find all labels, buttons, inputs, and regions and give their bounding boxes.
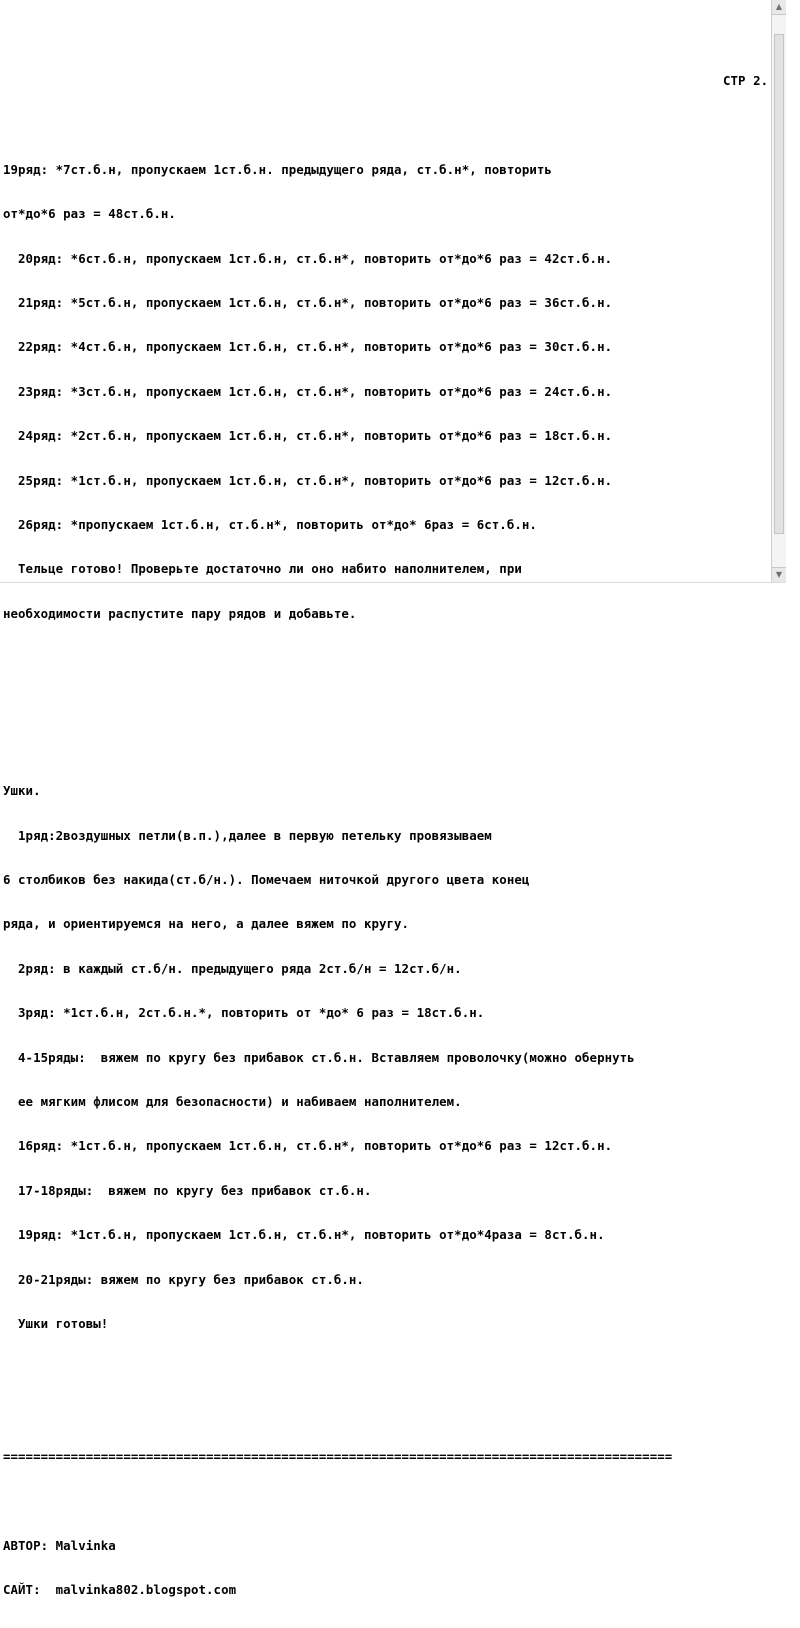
scroll-thumb[interactable] [774, 34, 784, 534]
document-text-area[interactable] [3, 0, 785, 1628]
ears-heading: Ушки. [3, 783, 41, 799]
scroll-down-arrow-icon[interactable]: ▼ [772, 567, 786, 582]
row-line: 26ряд: *пропускаем 1ст.б.н, ст.б.н*, повторить от*до* 6раз = 6ст.б.н. [3, 516, 537, 532]
row-line: 21ряд: *5ст.б.н, пропускаем 1ст.б.н, ст.б.н*, повторить от*до*6 раз = 36ст.б.н. [3, 294, 613, 310]
ears-line: 19ряд: *1ст.б.н, пропускаем 1ст.б.н, ст.б.н*, повторить от*до*4раза = 8ст.б.н. [3, 1227, 605, 1243]
ears-line: 1ряд:2воздушных петли(в.п.),далее в первую петельку провязываем [3, 827, 492, 843]
ears-line: 2ряд: в каждый ст.б/н. предыдущего ряда 2ст.б/н = 12ст.б/н. [3, 960, 462, 976]
scroll-up-arrow-icon[interactable]: ▲ [772, 0, 786, 15]
ears-line: ряда, и ориентируемся на него, а далее вяжем по кругу. [3, 916, 410, 932]
divider-line: ========================================================================================= [3, 1449, 673, 1465]
row-line: 24ряд: *2ст.б.н, пропускаем 1ст.б.н, ст.б.н*, повторить от*до*6 раз = 18ст.б.н. [3, 428, 613, 444]
bottom-margin [0, 583, 800, 600]
row-line: 25ряд: *1ст.б.н, пропускаем 1ст.б.н, ст.б.н*, повторить от*до*6 раз = 12ст.б.н. [3, 472, 613, 488]
row-line: 23ряд: *3ст.б.н, пропускаем 1ст.б.н, ст.б.н*, повторить от*до*6 раз = 24ст.б.н. [3, 383, 613, 399]
row-line: от*до*6 раз = 48ст.б.н. [3, 206, 176, 222]
row-line: Тельце готово! Проверьте достаточно ли оно набито наполнителем, при [3, 561, 522, 577]
row-line: необходимости распустите пару рядов и добавьте. [3, 605, 357, 621]
site-line: САЙТ: malvinka802.blogspot.com [3, 1582, 237, 1598]
author-line: АВТОР: Malvinka [3, 1537, 116, 1553]
ears-line: 4-15ряды: вяжем по кругу без прибавок ст.б.н. Вставляем проволочку(можно обернуть [3, 1049, 635, 1065]
row-line: 19ряд: *7ст.б.н, пропускаем 1ст.б.н. предыдущего ряда, ст.б.н*, повторить [3, 161, 552, 177]
ears-line: 3ряд: *1ст.б.н, 2ст.б.н.*, повторить от *до* 6 раз = 18ст.б.н. [3, 1005, 485, 1021]
row-line: 22ряд: *4ст.б.н, пропускаем 1ст.б.н, ст.б.н*, повторить от*до*6 раз = 30ст.б.н. [3, 339, 613, 355]
vertical-scrollbar[interactable] [771, 0, 786, 582]
page-number: СТР 2. [723, 72, 769, 88]
ears-line: 16ряд: *1ст.б.н, пропускаем 1ст.б.н, ст.б.н*, повторить от*до*6 раз = 12ст.б.н. [3, 1138, 613, 1154]
ears-line: 6 столбиков без накида(ст.б/н.). Помечаем ниточкой другого цвета конец [3, 872, 530, 888]
ears-line: 20-21ряды: вяжем по кругу без прибавок ст.б.н. [3, 1271, 364, 1287]
row-line: 20ряд: *6ст.б.н, пропускаем 1ст.б.н, ст.б.н*, повторить от*до*6 раз = 42ст.б.н. [3, 250, 613, 266]
ears-line: Ушки готовы! [3, 1315, 109, 1331]
ears-line: 17-18ряды: вяжем по кругу без прибавок ст.б.н. [3, 1182, 372, 1198]
ears-line: ее мягким флисом для безопасности) и набиваем наполнителем. [3, 1093, 462, 1109]
